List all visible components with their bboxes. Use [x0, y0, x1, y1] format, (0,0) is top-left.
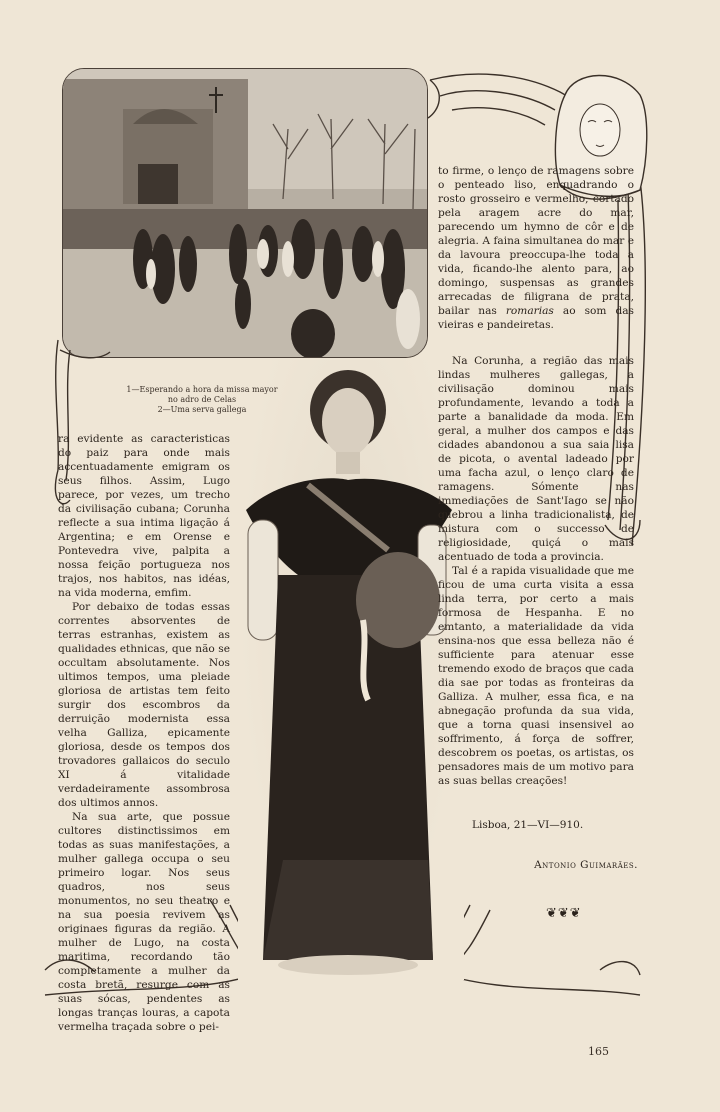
left-paragraph-2: Por debaixo de todas essas correntes absorventes de terras estranhas, existem as qualidades ethnicas, que não se occultam absolutamente. Nos ultimos tempos, uma pleiade gloriosa de artistas tem feito surgir dos escombros da derruição modernista essa velha Galliza, epicamente gloriosa, desde os tempos dos trovadores gallaicos do seculo XI á vitalidade verdadeiramente assombrosa dos ultimos annos. — [58, 601, 230, 809]
servant-portrait — [238, 360, 464, 980]
signature-author: Antonio Guimarães. — [534, 859, 638, 871]
article-signature — [472, 818, 638, 872]
servant-portrait-illustration — [238, 360, 464, 980]
left-paragraph-1: ra evidente as caracteristicas do paiz para onde mais accentuadamente emigram os seus filhos. Assim, Lugo parece, por vezes, um trecho da civilisação cubana; Corunha reflecte a sua intima ligação á Argentina; e em Orense e Pontevedra vive, palpita a nossa feição portugueza nos trajos, nos habitos, nas idéas, na vida moderna, emfim. — [58, 433, 230, 599]
right-paragraph-3: Tal é a rapida visualidade que me ficou de uma curta visita a essa linda terra, por certo a mais formosa de Hespanha. E no emtanto, a materialidade da vida ensina-nos que essa belleza não é sufficiente para atenuar esse tremendo exodo de braços que cada dia sae por todas as fronteiras da Galliza. A mulher, essa fica, e na abnegação profunda da sua vida, que a torna quasi insensivel ao soffrimento, á força de soffrer, descobrem os poetas, os artistas, os pensadores mais de um motivo para as suas bellas creações! — [438, 565, 634, 787]
signature-date: Lisboa, 21—VI—910. — [472, 819, 584, 831]
caption-line-2: no adro de Celas — [167, 395, 237, 404]
caption-line-1: 1—Esperando a hora da missa mayor — [126, 385, 278, 394]
right-paragraph-1 — [438, 164, 634, 332]
fleuron-ornament: ❦❦❦ — [546, 906, 582, 921]
right-paragraph-1-text: to firme, o lenço de ramagens sobre o penteado liso, enquadrando o rosto grosseiro e vermelho, cortado pela aragem acre do mar, parecendo um hymno de côr e de alegria. A faina simultanea do mar e da lavoura preoccupa-lhe toda a vida, ficando-lhe alento para, ao domingo, suspensas as grandes arrecadas de filigrana de prata, bailar nas — [438, 165, 634, 317]
page-number: 165 — [588, 1045, 609, 1058]
romarias-italic: romarias — [505, 305, 554, 317]
right-column-bottom — [438, 354, 634, 788]
right-column-top — [438, 164, 634, 332]
photo-caption — [112, 385, 292, 415]
caption-line-3: 2—Uma serva gallega — [157, 405, 247, 414]
right-paragraph-1-end: ao som das vieiras e pandeiretas. — [438, 305, 634, 331]
right-paragraph-2: Na Corunha, a região das mais lindas mulheres gallegas, a civilisação dominou mais profundamente, levando a toda a parte a banalidade da moda. Em geral, a mulher dos campos e das cidades abandonou a sua saia lisa de picota, o avental ladeado por uma facha azul, o lenço claro de ramagens. Sómente nas immediações de Sant'Iago se não quebrou a linha tradicionalista, de mistura com o successo de religiosidade, quiçá o mais acentuado de toda a provincia. — [438, 355, 634, 563]
left-paragraph-3: Na sua arte, que possue cultores distinctissimos em todas as suas manifestações, a mulher gallega occupa o seu primeiro logar. Nos seus quadros, nos seus monumentos, no seu theatro e na sua poesia revivem as originaes figuras da região. A mulher de Lugo, na costa maritima, recordando tão completamente a mulher da costa bretã, resurge com as suas sócas, pendentes as longas tranças louras, a capota vermelha traçada sobre o pei- — [58, 811, 230, 1033]
left-column — [58, 432, 230, 1034]
